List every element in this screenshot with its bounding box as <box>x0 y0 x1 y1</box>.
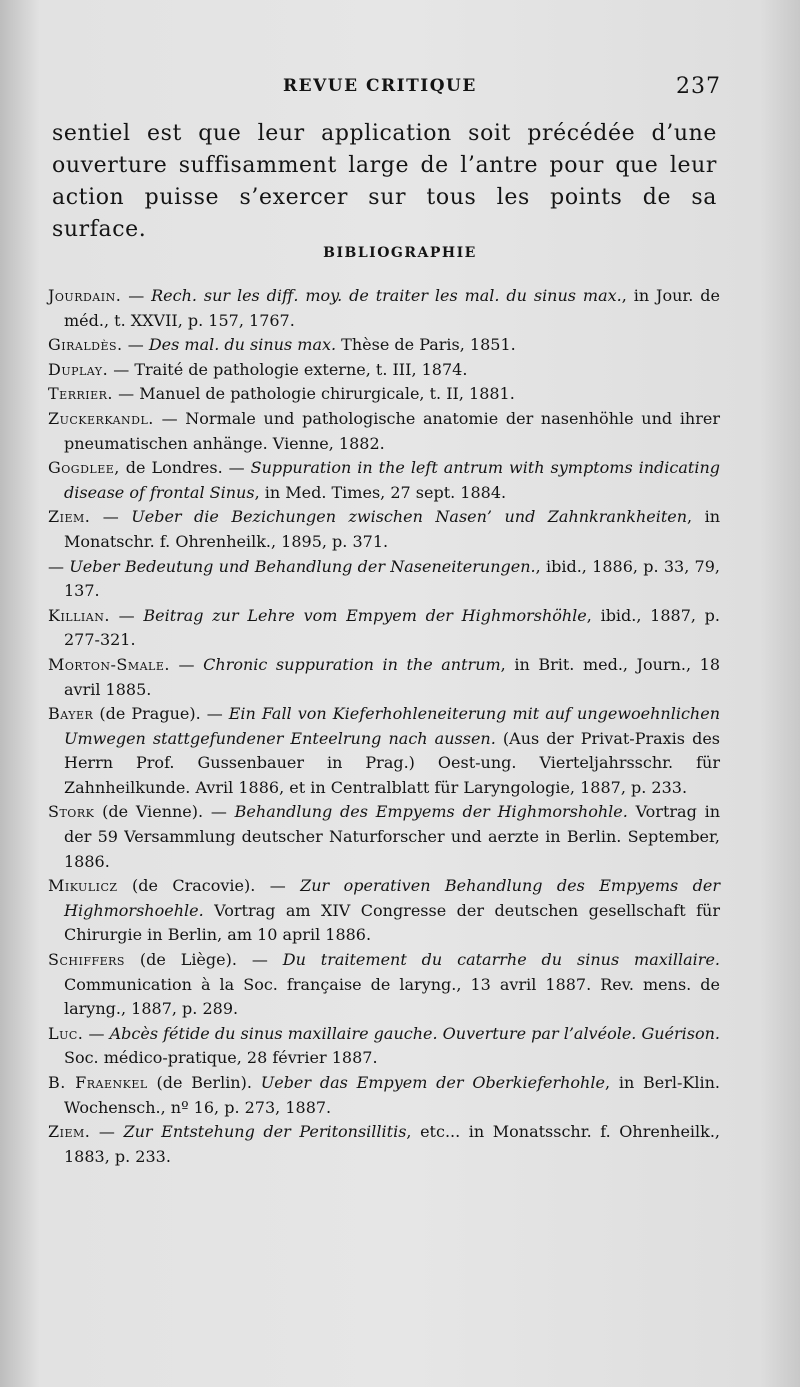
bibliography-entry <box>48 800 720 874</box>
entry-author: Gogdlee, <box>48 458 120 478</box>
entry-details: Soc. médico-pratique, 28 février 1887. <box>64 1048 378 1068</box>
entry-separator: (de Prague). — <box>93 704 229 724</box>
entry-details: Vortrag in der 59 Versammlung deutscher Naturforscher und aerzte in Berlin. September, 1886. <box>64 802 721 871</box>
bibliography-entry <box>48 505 720 554</box>
entry-details: Thèse de Paris, 1851. <box>336 335 516 355</box>
entry-title: Zur operativen Behandlung des Empyems der Highmorshoehle. <box>64 876 720 920</box>
entry-separator: — <box>90 507 132 527</box>
entry-author: Morton-Smale. <box>48 654 170 674</box>
entry-title: Des mal. du sinus max. <box>148 335 337 355</box>
entry-author: Mikulicz <box>48 876 118 896</box>
bibliography-entry <box>48 358 720 383</box>
entry-details: (Aus der Privat-Praxis des Herrn Prof. Gussenbauer in Prag.) Oest-ung. Vierteljahrsschr. für Zahnheilkunde. Avril 1886, et in Centralblatt für Laryngologie, 1887, p. 233. <box>64 728 721 797</box>
entry-details: , etc... in Monatsschr. f. Ohrenheilk., 1883, p. 233. <box>64 1122 721 1166</box>
entry-separator: de Londres. — <box>119 458 251 478</box>
entry-separator: — <box>169 654 204 674</box>
bibliography-entry <box>48 948 720 1022</box>
entry-separator: — <box>122 335 149 355</box>
bibliography-entry <box>48 604 720 653</box>
entry-details: , ibid., 1886, p. 33, 79, 137. <box>64 556 720 601</box>
entry-author: Luc. <box>48 1023 84 1043</box>
entry-title: Suppuration in the left antrum with symptoms indicating disease of frontal Sinus <box>64 458 720 502</box>
opening-paragraph: sentiel est que leur application soit précédée d’une ouverture suffisamment large de l’antre pour que leur action puisse s’exercer sur tous les points de sa surface. <box>52 121 717 242</box>
entry-separator: — <box>121 286 152 305</box>
entry-author: Giraldès. <box>48 335 123 355</box>
entry-details: , in Monatschr. f. Ohrenheilk., 1895, p. 371. <box>64 507 720 551</box>
entry-details: Traité de pathologie externe, t. III, 1874. <box>134 359 468 379</box>
entry-author: Bayer <box>48 704 94 724</box>
entry-title: Beitrag zur Lehre vom Empyem der Highmorshöhle <box>143 605 587 625</box>
entry-author: Stork <box>48 802 95 822</box>
entry-author: Jourdain. <box>48 286 122 305</box>
bibliography-entry <box>48 407 720 456</box>
bibliography-entry <box>48 653 720 702</box>
entry-separator: — <box>153 408 186 428</box>
bibliography-entry <box>48 1071 720 1120</box>
entry-separator: — <box>113 384 140 404</box>
bibliography-entry <box>48 456 720 505</box>
entry-author: Ziem. <box>48 507 91 527</box>
entry-title: Rech. sur les diff. moy. de traiter les mal. du sinus max. <box>151 286 622 305</box>
section-heading: BIBLIOGRAPHIE <box>323 245 477 261</box>
bibliography-entry <box>48 284 720 333</box>
entry-author: Killian. <box>48 605 110 625</box>
bibliography-list <box>48 284 720 1169</box>
entry-details: , in Berl-Klin. Wochensch., nº 16, p. 273, 1887. <box>64 1073 721 1117</box>
bibliography-entry <box>48 382 720 407</box>
bibliography-entry <box>48 1022 720 1071</box>
entry-title: Ueber das Empyem der Oberkieferhohle <box>260 1073 605 1092</box>
bibliography-entry <box>48 555 720 604</box>
entry-title: Abcès fétide du sinus maxillaire gauche. Ouverture par l’alvéole. Guérison. <box>109 1023 721 1043</box>
entry-author: B. Fraenkel <box>48 1073 148 1092</box>
entry-title: Zur Entstehung der Peritonsillitis <box>123 1122 407 1142</box>
bibliography-entry <box>48 702 720 800</box>
entry-title: Ein Fall von Kieferhohleneiterung mit auf ungewoehnlichen Umwegen stattgefundener Enteelrung nach aussen. <box>64 704 721 748</box>
entry-details: Manuel de pathologie chirurgicale, t. II, 1881. <box>139 384 515 404</box>
entry-author: Zuckerkandl. <box>48 408 154 428</box>
entry-title: Chronic suppuration in the antrum <box>203 654 501 674</box>
entry-details: , ibid., 1887, p. 277-321. <box>64 605 721 650</box>
page-number: 237 <box>676 74 721 99</box>
entry-author: Schiffers <box>48 950 125 970</box>
entry-author: Ziem. <box>48 1122 91 1142</box>
entry-title: Du traitement du catarrhe du sinus maxillaire. <box>282 950 720 970</box>
entry-title: Ueber Bedeutung und Behandlung der Naseneiterungen. <box>69 556 536 576</box>
entry-details: Vortrag am XIV Congresse der deutschen gesellschaft für Chirurgie in Berlin, am 10 april 1886. <box>64 900 720 945</box>
entry-title: Behandlung des Empyems der Highmorshohle. <box>234 802 628 822</box>
entry-details: Normale und pathologische anatomie der nasenhöhle und ihrer pneumatischen anhänge. Vienne, 1882. <box>64 408 721 453</box>
entry-separator: (de Cracovie). — <box>117 876 301 896</box>
entry-author: Duplay. <box>48 359 109 379</box>
entry-separator: — <box>48 556 70 576</box>
entry-author: Terrier. <box>48 384 114 404</box>
running-title: REVUE CRITIQUE <box>283 76 477 96</box>
entry-separator: — <box>90 1122 124 1142</box>
bibliography-entry <box>48 1120 720 1169</box>
entry-details: Communication à la Soc. française de laryng., 13 avril 1887. Rev. mens. de laryng., 1887, p. 289. <box>64 974 720 1019</box>
entry-separator: (de Liège). — <box>124 950 283 970</box>
entry-separator: — <box>109 605 144 625</box>
entry-separator: — <box>108 359 135 379</box>
page-header <box>0 76 800 106</box>
entry-details: , in Med. Times, 27 sept. 1884. <box>254 482 507 502</box>
entry-title: Ueber die Bezichungen zwischen Nasen’ und Zahnkrankheiten <box>131 507 688 527</box>
bibliography-entry <box>48 874 720 948</box>
entry-details: , in Jour. de méd., t. XXVII, p. 157, 1767. <box>64 286 720 330</box>
entry-details: , in Brit. med., Journ., 18 avril 1885. <box>64 654 721 699</box>
entry-separator: (de Berlin). <box>147 1073 261 1092</box>
entry-separator: — <box>83 1023 110 1043</box>
entry-separator: (de Vienne). — <box>94 802 235 822</box>
bibliography-entry <box>48 333 720 358</box>
